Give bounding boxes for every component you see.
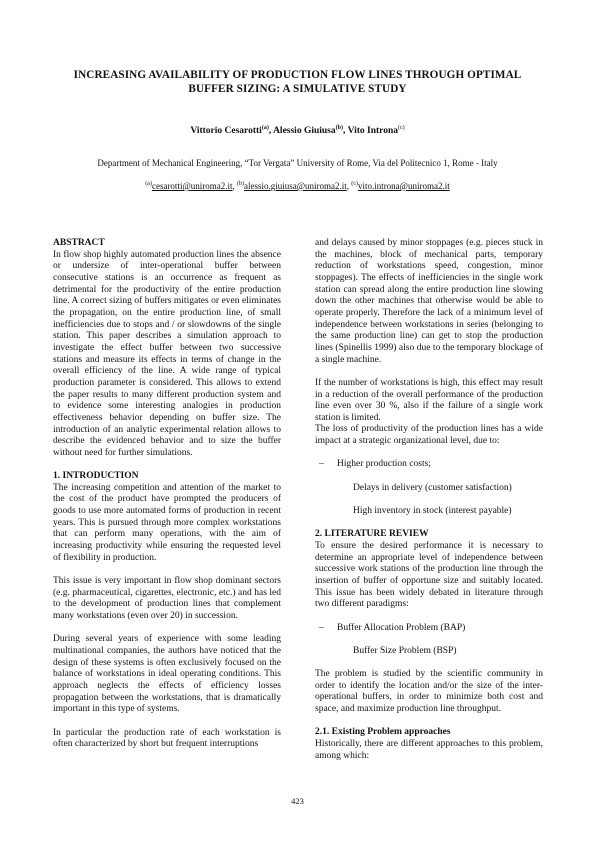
bullet-item	[315, 459, 543, 471]
author-mark: (a)	[261, 125, 269, 131]
literature-heading: 2. LITERATURE REVIEW	[315, 529, 429, 540]
email-list: $^{(a)}$cesarotti@uniroma2.it, $^{(b)}$alessio.giuiusa@uniroma2.it, $^{(c)}$vito.introna@uniroma2.it	[145, 181, 450, 191]
dash-bullet-icon: –	[319, 622, 324, 633]
email-link[interactable]: cesarotti@uniroma2.it	[151, 181, 233, 191]
abstract-heading: ABSTRACT	[53, 238, 105, 248]
author-mark: (c)	[397, 125, 405, 131]
body-paragraph: During several years of experience with some leading multinational companies, the authors have noticed that the design of these systems is often exclusively focused on the balance of workstations in ideal operating conditions. This approach neglects the effects of efficiency losses propagation between the workstations, that is dramatically important in this type of systems.	[53, 634, 281, 715]
email-link[interactable]: vito.introna@uniroma2.it	[357, 181, 450, 191]
body-paragraph: and delays caused by minor stoppages (e.g. pieces stuck in the machines, block of mechanical parts, temporary reduction of workstations speed, congestion, minor stoppages). The effects of inefficiencies in the single work station can spread along the entire production line slowing down the other machines that otherwise would be able to operate properly. Therefore the lack of a minimum level of independence between workstations in series (belonging to the same production line) can get to stop the production lines (Spinellis 1999) also due to the temporary blockage of a single machine.	[315, 238, 543, 365]
author-mark: (b)	[335, 125, 343, 131]
abstract-text: In flow shop highly automated production lines the absence or undersize of inter-operational buffer between consecutive stations is an occurrence as frequent as detrimental for the productivity of the entire production line. A correct sizing of buffers mitigates or even eliminates the propagation, on the entire production line, of small inefficiencies due to stops and / or slowdowns of the single station. This paper describes a simulation approach to investigate the effect buffer between two successive stations and measure its effects in terms of change in the overall efficiency of the line. A wide range of typical production parameter is considered. This allows to extend the paper results to many different production system and to evidence some interesting analogies in production effectiveness behavior depending on buffer size. The introduction of an analytic experimental relation allows to describe the evidenced behavior and to size the buffer without need for further simulations.	[53, 249, 281, 458]
body-paragraph: In particular the production rate of each workstation is often characterized by short but frequent interruptions	[53, 727, 281, 750]
body-paragraph: This issue is very important in flow shop dominant sectors (e.g. pharmaceutical, cigarettes, electronic, etc.) and has led to the development of production lines that complement many workstations (even over 20) in succession.	[53, 576, 281, 621]
body-paragraph: The increasing competition and attention of the market to the cost of the product have prompted the producers of goods to use more automated forms of production in recent years. This is pursued through more complex workstations that can perform many operations, with the aim of increasing productivity while ensuring the requested level of flexibility in production.	[53, 482, 281, 563]
list-item: Buffer Size Problem (BSP)	[353, 645, 457, 656]
title-line-1: INCREASING AVAILABILITY OF PRODUCTION FLOW LINES THROUGH OPTIMAL	[73, 69, 522, 81]
author-name: Alessio Giuiusa	[273, 126, 336, 137]
dash-bullet-icon: –	[319, 459, 324, 470]
bullet-item	[315, 623, 543, 635]
introduction-heading: 1. INTRODUCTION	[53, 471, 139, 482]
body-paragraph: Historically, there are different approaches to this problem, among which:	[315, 739, 543, 761]
email-mark: (a)	[145, 181, 152, 187]
left-column	[53, 238, 281, 751]
body-paragraph: To ensure the desired performance it is necessary to determine an appropriate level of independence between successive work stations of the production line through the insertion of buffer of opportune size and suitably located. This issue has been widely debated in literature through two different paradigms:	[315, 540, 543, 610]
body-paragraph: The loss of productivity of the production lines has a wide impact at a strategic organizational level, due to:	[315, 424, 543, 447]
title-line-2: BUFFER SIZING: A SIMULATIVE STUDY	[188, 83, 407, 95]
email-link[interactable]: alessio.giuiusa@uniroma2.it	[243, 181, 347, 191]
page-number: 423	[291, 796, 304, 806]
subsection-heading: 2.1. Existing Problem approaches	[315, 727, 451, 738]
right-column	[315, 238, 543, 762]
bullet-text: Higher production costs;	[337, 459, 431, 470]
bullet-text: Buffer Allocation Problem (BAP)	[337, 622, 466, 633]
list-item: Delays in delivery (customer satisfaction)	[353, 482, 512, 493]
author-list: Vittorio Cesarotti$^{(a)}$, Alessio Giuiusa$^{(b)}$, Vito Introna$^{(c)}$	[190, 125, 405, 137]
email-mark: (b)	[236, 181, 244, 187]
author-name: Vittorio Cesarotti	[190, 126, 262, 137]
paper-title	[50, 68, 545, 96]
list-item: High inventory in stock (interest payable)	[353, 506, 512, 517]
author-name: Vito Introna	[347, 126, 398, 137]
affiliation: Department of Mechanical Engineering, “Tor Vergata” University of Rome, Via del Politecnico 1, Rome - Italy	[97, 158, 498, 168]
body-paragraph: If the number of workstations is high, this effect may result in a reduction of the overall performance of the production line even over 30 %, also if the failure of a single work station is limited.	[315, 377, 543, 423]
body-paragraph: The problem is studied by the scientific community in order to identify the location and/or the size of the inter-operational buffers, in order to minimize both cost and space, and maximize production line throughput.	[315, 669, 543, 715]
email-mark: (c)	[351, 181, 358, 187]
